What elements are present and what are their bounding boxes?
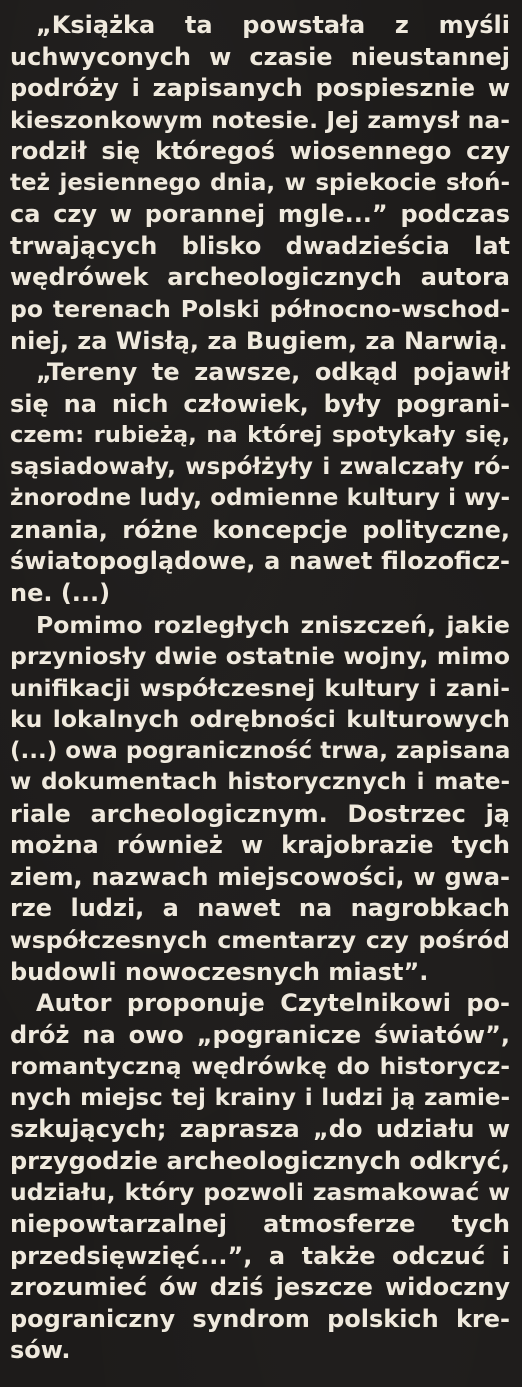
text-line: rodził się któregoś wiosennego czy [10,137,510,166]
text-line: podróży i zapisanych pospiesznie w [10,74,510,103]
text-line: ku lokalnych odrębności kulturowych [10,705,510,734]
text-line: można również w krajobrazie tych [10,831,510,860]
text-line: romantyczną wędrówkę do historycz- [10,1052,510,1081]
text-line: budowli nowoczesnych miast”. [10,957,429,986]
text-line: „Książka ta powstała z myśli [36,11,510,39]
text-line: przyniosły dwie ostatnie wojny, mimo [10,642,510,670]
text-line: niej, za Wisłą, za Bugiem, za Narwią. [10,326,508,355]
text-line: ziem, nazwach miejscowości, w gwa- [10,862,510,891]
text-line: czem: rubieżą, na której spotykały się, [10,422,510,449]
text-line: nych miejsc tej krainy i ludzi ją zamie- [10,1084,510,1111]
text-line: ne. (...) [10,578,111,607]
text-line: Pomimo rozległych zniszczeń, jakie [36,610,510,639]
text-line: pograniczny syndrom polskich kre- [10,1304,510,1333]
text-line: współczesnych cmentarzy czy pośród [10,926,510,954]
text-line: przedsięwzięć...”, a także odczuć i [10,1241,510,1270]
text-line: szkujących; zaprasza „do udziału w [10,1115,510,1144]
text-line: się na nich człowiek, były pograni- [10,389,510,418]
text-line: wędrówek archeologicznych autora [10,263,510,292]
text-line: też jesiennego dnia, w spiekocie słoń- [10,169,510,196]
text-line: trwających blisko dwadzieścia lat [10,231,510,260]
text-line: niepowtarzalnej atmosferze tych [10,1209,510,1238]
text-line: światopoglądowe, a nawet filozoficz- [10,547,510,576]
text-line: ca czy w porannej mgle...” podczas [10,200,510,229]
text-line: znania, różne koncepcje polityczne, [10,515,510,544]
text-line: dróż na owo „pogranicze światów”, [10,1020,510,1049]
text-line: udziału, który pozwoli zasmakować w [10,1178,510,1207]
text-line: (...) owa pograniczność trwa, zapisana [10,737,510,764]
text-line: riale archeologicznym. Dostrzec ją [10,799,510,828]
text-line: Autor proponuje Czytelnikowi po- [36,989,510,1018]
text-line: uchwyconych w czasie nieustannej [10,42,510,71]
text-line: przygodzie archeologicznych odkryć, [10,1146,510,1175]
text-line: po terenach Polski północno-wschod- [10,294,510,323]
text-line: w dokumentach historycznych i mate- [10,769,510,796]
text-line: żnorodne ludy, odmienne kultury i wy- [10,485,510,512]
text-line: „Tereny te zawsze, odkąd pojawił [36,358,510,387]
text-line: sąsiadowały, współżyły i zwalczały ró- [10,453,510,480]
text-line: zrozumieć ów dziś jeszcze widoczny [10,1273,510,1301]
text-line: rze ludzi, a nawet na nagrobkach [10,894,510,923]
text-line: sów. [10,1336,71,1365]
text-line: unifikacji współczesnej kultury i zani- [10,673,510,702]
text-line: kieszonkowym notesie. Jej zamysł na- [10,105,510,134]
